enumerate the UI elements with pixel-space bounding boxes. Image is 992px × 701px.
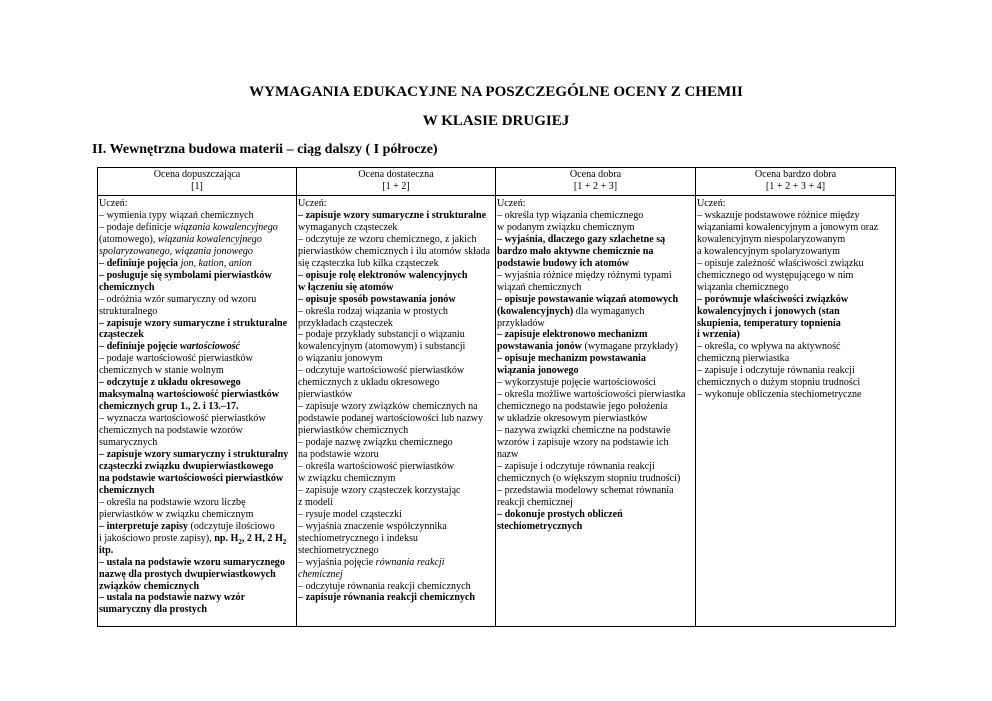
requirement-line [497,210,694,222]
header-grade-range: [1 + 2 + 3] [573,180,618,192]
requirement-text: wiązania jonowego [497,365,579,377]
requirement-line [697,377,894,389]
requirement-line [298,258,494,270]
requirement-line [298,246,494,258]
requirement-text: – wyjaśnia różnice między różnymi typami [497,269,672,281]
requirement-line [298,569,494,581]
requirement-text: – zapisuje wzory sumaryczne i strukturalne [298,209,487,221]
requirement-text: – podaje przykłady substancji o wiązaniu [298,329,465,341]
requirement-text: równania reakcji [375,556,445,568]
requirement-line [497,234,694,246]
requirement-line [298,329,494,341]
requirement-text: – porównuje właściwości związków [697,293,849,305]
requirement-text: – określa rodzaj wiązania w prostych [298,305,448,317]
requirement-text: nazw [497,449,519,461]
requirement-line [99,473,295,485]
requirement-line [697,270,894,282]
requirement-line [697,282,894,294]
requirement-text: dla wymaganych [573,305,645,317]
requirement-line [99,282,295,294]
requirement-text: chemicznej [298,568,343,580]
requirement-text: (atomowego), [99,233,158,245]
requirement-text: – wykonuje obliczenia stechiometryczne [697,389,862,401]
requirement-text: wymaganych cząsteczek [298,221,398,233]
requirement-text: – podaje wartościowość pierwiastków [99,353,253,365]
requirement-line [697,389,894,401]
requirement-line [697,294,894,306]
header-grade-range: [1] [191,180,203,192]
requirement-text: chemicznego na podstawie jego położenia [497,401,668,413]
header-grade-good [496,168,696,196]
requirement-line [298,521,494,533]
requirement-line [697,365,894,377]
requirement-text: spolaryzowanego, wiązania jonowego [99,245,253,257]
requirement-line [697,222,894,234]
requirement-text: kowalencyjnym niespolaryzowanym [697,233,846,245]
requirement-line [99,353,295,365]
requirement-text: chemicznych z układu okresowego [298,377,440,389]
requirement-text: – opisuje rolę elektronów walencyjnych [298,269,468,281]
requirement-text: – posługuje się symbolami pierwiastków [99,269,272,281]
requirement-line [298,389,494,401]
requirement-line [99,389,295,401]
requirement-line [298,497,494,509]
requirement-line [298,294,494,306]
requirement-text: Uczeń: [497,198,526,209]
header-grade-very-good [696,168,896,196]
header-grade-name: Ocena dostateczna [358,169,434,180]
requirement-text: sumarycznych [99,437,158,449]
requirement-text: pierwiastków chemicznych [298,425,409,437]
requirement-text: i wrzenia) [697,329,740,341]
requirement-text: – interpretuje zapisy [99,520,191,532]
requirement-text: wiązań chemicznych [497,281,582,293]
requirement-text: stechiometrycznego i indeksu [298,532,418,544]
requirement-line [497,401,694,413]
requirement-line [298,437,494,449]
requirement-line [298,533,494,545]
table-body-row [98,196,896,627]
requirement-text: – określa, co wpływa na aktywność [697,341,841,353]
requirement-text: kowalencyjnym (atomowym) i substancji [298,341,466,353]
requirement-text: w łączeniu się atomów [298,281,394,293]
requirement-line [298,473,494,485]
requirement-text: wiązania kowalencyjnego [173,221,278,233]
requirement-line [99,521,295,533]
requirement-line [99,306,295,318]
document-subtitle: W KLASIE DRUGIEJ [422,113,570,129]
requirement-text: 2 [282,537,287,545]
requirement-text: – ustala na podstawie wzoru sumarycznego [99,556,285,568]
requirement-text: – opisuje powstawanie wiązań atomowych [497,293,679,305]
header-grade-range: [1 + 2 + 3 + 4] [765,180,826,192]
requirement-text: – zapisuje wzory związków chemicznych na [298,401,478,413]
requirement-text: przykładach cząsteczek [298,317,393,329]
requirement-text: – wyjaśnia znaczenie współczynnika [298,520,447,532]
requirement-text: – rysuje model cząsteczki [298,508,402,520]
requirement-line [99,581,295,593]
requirement-line [99,592,295,604]
requirement-line [99,329,295,341]
requirements-cell-good [496,196,696,627]
requirement-line [99,198,295,210]
requirement-line [497,521,694,533]
requirement-line [99,485,295,497]
requirement-text: – podaje definicje [99,221,174,233]
requirement-text: – zapisuje wzory sumaryczny i strukturalny [99,449,289,461]
requirement-line [497,485,694,497]
requirement-text: chemicznych grup 1., 2. i 13.–17. [99,401,239,413]
requirement-text: na podstawie wartościowości pierwiastków [99,472,284,484]
requirement-line [99,258,295,270]
requirement-line [99,234,295,246]
requirement-text: – wyznacza wartościowość pierwiastków [99,413,266,425]
requirement-line [497,222,694,234]
requirement-line [99,222,295,234]
requirement-text: na podstawie wzoru [298,449,379,461]
requirement-text: – odczytuje wartościowość pierwiastków [298,365,465,377]
requirement-line [497,389,694,401]
requirement-line [298,545,494,557]
requirement-text: – wykorzystuje pojęcie wartościowości [497,377,656,389]
requirements-cell-satisfactory [297,196,496,627]
requirement-line [298,353,494,365]
requirement-line [497,282,694,294]
requirement-text: wiązaniami kowalencyjnym a jonowym oraz [697,221,879,233]
requirement-line [697,258,894,270]
requirement-text: z modeli [298,496,334,508]
requirement-text: chemicznych [99,281,155,293]
requirement-text: podstawie budowy ich atomów [497,257,630,269]
requirement-line [298,270,494,282]
requirement-text: wzorów i zapisuje wzory na podstawie ich [497,437,669,449]
requirement-line [99,377,295,389]
header-grade-name: Ocena bardzo dobra [754,169,837,180]
requirement-text: – przedstawia modelowy schemat równania [497,484,674,496]
requirements-cell-sufficient [98,196,297,627]
requirement-text: przykładów [497,317,545,329]
requirement-line [497,353,694,365]
requirement-text: chemicznych w stanie wolnym [99,365,224,377]
requirement-text: – odróżnia wzór sumaryczny od wzoru [99,293,257,305]
requirement-text: Uczeń: [298,198,327,209]
header-grade-range: [1 + 2] [382,180,410,192]
requirement-text: – odczytuje równania reakcji chemicznych [298,580,471,592]
requirement-line [497,425,694,437]
requirement-text: bardzo mało aktywne chemicznie na [497,245,654,257]
requirement-line [99,425,295,437]
requirement-line [298,365,494,377]
requirement-line [298,581,494,593]
requirement-text: cząsteczek [99,329,144,341]
requirement-line [497,377,694,389]
requirement-line [497,413,694,425]
requirement-line [99,509,295,521]
requirement-line [298,198,494,210]
requirement-text: wiązania chemicznego [697,281,789,293]
header-grade-sufficient [98,168,297,196]
requirement-line [298,485,494,497]
requirement-text: – zapisuje i odczytuje równania reakcji [497,460,655,472]
requirement-line [298,377,494,389]
requirement-text: kowalencyjnych i jonowych (stan [697,305,840,317]
requirement-line [298,592,494,604]
requirement-text: (wymagane przykłady) [581,341,678,353]
requirement-line [697,329,894,341]
requirement-line [497,270,694,282]
requirement-text: Uczeń: [697,198,726,209]
requirement-text: – nazywa związki chemiczne na podstawie [497,425,671,437]
requirement-line [99,365,295,377]
requirement-text: – zapisuje i odczytuje równania reakcji [697,365,855,377]
requirement-line [497,497,694,509]
requirement-text: pierwiastków [298,389,353,401]
requirement-line [99,461,295,473]
requirement-text: chemicznego od występującego w nim [697,269,854,281]
requirement-text: np. H [214,532,239,544]
requirement-line [298,318,494,330]
requirement-text: Uczeń: [99,198,128,209]
requirement-line [99,246,295,258]
requirement-text: chemiczną pierwiastka [697,353,790,365]
requirement-line [298,341,494,353]
requirement-line [298,449,494,461]
requirement-line [298,306,494,318]
requirement-text: stechiometrycznych [497,520,583,532]
requirement-line [497,449,694,461]
requirement-text: (odczytuje ilościowo [190,520,275,532]
requirement-line [298,509,494,521]
requirement-line [298,425,494,437]
requirement-text: chemicznych [99,484,155,496]
requirement-text: się cząsteczka lub kilka cząsteczek [298,257,439,269]
requirement-line [697,210,894,222]
requirement-line [497,198,694,210]
requirement-line [697,246,894,258]
requirement-text: – wskazuje podstawowe różnice między [697,209,860,221]
requirement-text: 2 [238,537,242,545]
requirement-text: a kowalencyjnym spolaryzowanym [697,245,840,257]
requirement-text: – ustala na podstawie nazwy wzór [99,592,246,604]
requirement-line [497,294,694,306]
requirement-line [697,341,894,353]
requirement-text: itp. [99,544,114,556]
requirement-line [99,604,295,616]
requirement-line [99,318,295,330]
table-header-row [98,168,896,196]
requirement-line [298,401,494,413]
requirement-line [298,413,494,425]
requirement-text: skupienia, temperatury topnienia [697,317,841,329]
requirement-text: w układzie okresowym pierwiastków [497,413,648,425]
requirement-text: o wiązaniu jonowym [298,353,383,365]
requirement-line [497,509,694,521]
requirement-line [99,497,295,509]
requirement-text: – określa wartościowość pierwiastków [298,460,455,472]
requirement-text: – zapisuje elektronowo mechanizm [497,329,648,341]
requirement-text: maksymalną wartościowość pierwiastków [99,389,279,401]
requirement-text: – wyjaśnia pojęcie [298,556,376,568]
requirement-text: cząsteczki związku dwupierwiastkowego [99,460,274,472]
requirement-line [99,449,295,461]
requirement-line [497,365,694,377]
requirement-text: – zapisuje wzory sumaryczne i strukturalne [99,317,288,329]
requirement-line [99,569,295,581]
requirement-text: (kowalencyjnych) [497,305,574,317]
requirement-line [697,306,894,318]
header-grade-name: Ocena dopuszczająca [153,169,241,180]
requirement-text: w podanym związku chemicznym [497,221,635,233]
requirement-line [99,413,295,425]
requirement-text: stechiometrycznego [298,544,379,556]
requirement-line [697,198,894,210]
requirements-cell-very-good [696,196,896,627]
requirement-line [298,234,494,246]
requirement-text: i jakościowo proste zapisy), [99,532,215,544]
requirements-table [97,167,896,627]
requirement-text: , 2 H, 2 H [241,532,283,544]
requirement-text: pierwiastków chemicznych i ilu atomów składa [298,245,491,257]
requirement-line [497,329,694,341]
requirement-line [298,461,494,473]
requirement-line [497,306,694,318]
requirement-text: jon, kation, anion [180,257,252,269]
requirement-line [697,318,894,330]
requirement-text: chemicznych na podstawie wzorów [99,425,243,437]
requirement-line [298,210,494,222]
requirement-line [497,318,694,330]
requirement-text: – definiuje pojęcia [99,257,181,269]
requirement-text: – dokonuje prostych obliczeń [497,508,623,520]
requirement-line [697,234,894,246]
requirement-text: reakcji chemicznej [497,496,573,508]
header-grade-satisfactory [297,168,496,196]
requirement-text: podstawie podanej wartościowości lub nazwy [298,413,484,425]
requirement-text: – określa na podstawie wzoru liczbę [99,496,246,508]
requirement-text: nazwę dla prostych dwupierwiastkowych [99,568,276,580]
requirement-line [497,246,694,258]
requirement-line [697,353,894,365]
requirement-text: powstawania jonów [497,341,582,353]
requirement-line [99,210,295,222]
requirement-line [497,258,694,270]
requirement-text: – odczytuje z układu okresowego [99,377,241,389]
requirement-line [497,473,694,485]
requirement-text: – opisuje mechanizm powstawania [497,353,646,365]
requirement-text: w związku chemicznym [298,472,396,484]
header-grade-name: Ocena dobra [569,169,622,180]
requirement-line [99,557,295,569]
requirement-line [99,401,295,413]
requirement-line [497,461,694,473]
requirement-line [497,341,694,353]
requirement-text: – podaje nazwę związku chemicznego [298,437,453,449]
requirement-text: – opisuje sposób powstawania jonów [298,293,456,305]
requirement-line [99,437,295,449]
requirement-text: – zapisuje równania reakcji chemicznych [298,592,475,604]
requirement-text: – określa typ wiązania chemicznego [497,209,644,221]
requirement-text: wiązania kowalencyjnego [157,233,262,245]
requirement-text: chemicznych (o większym stopniu trudności) [497,472,681,484]
requirement-line [99,341,295,353]
requirement-text: – określa możliwe wartościowości pierwiastka [497,389,686,401]
requirement-text: sumaryczny dla prostych [99,604,208,616]
requirement-line [497,437,694,449]
requirement-line [99,545,295,557]
requirement-text: – odczytuje ze wzoru chemicznego, z jakich [298,233,477,245]
requirement-text: – opisuje zależność właściwości związku [697,257,864,269]
requirement-line [99,270,295,282]
requirement-line [298,557,494,569]
requirement-line [298,222,494,234]
requirement-text: – wyjaśnia, dlaczego gazy szlachetne są [497,233,666,245]
requirement-line [298,282,494,294]
document-title: WYMAGANIA EDUKACYJNE NA POSZCZEGÓLNE OCENY Z CHEMII [249,84,743,100]
requirement-text: – zapisuje wzory cząsteczek korzystając [298,484,461,496]
requirement-text: pierwiastków w związku chemicznym [99,508,254,520]
requirement-text: wartościowość [180,341,241,353]
requirement-text: – wymienia typy wiązań chemicznych [99,209,254,221]
requirement-line [99,294,295,306]
requirement-line [99,533,295,545]
section-heading: II. Wewnętrzna budowa materii – ciąg dalszy ( I półrocze) [92,142,438,157]
requirement-text: strukturalnego [99,305,158,317]
requirement-text: chemicznych o dużym stopniu trudności [697,377,861,389]
requirement-text: związków chemicznych [99,580,200,592]
requirement-text: – definiuje pojęcie [99,341,181,353]
